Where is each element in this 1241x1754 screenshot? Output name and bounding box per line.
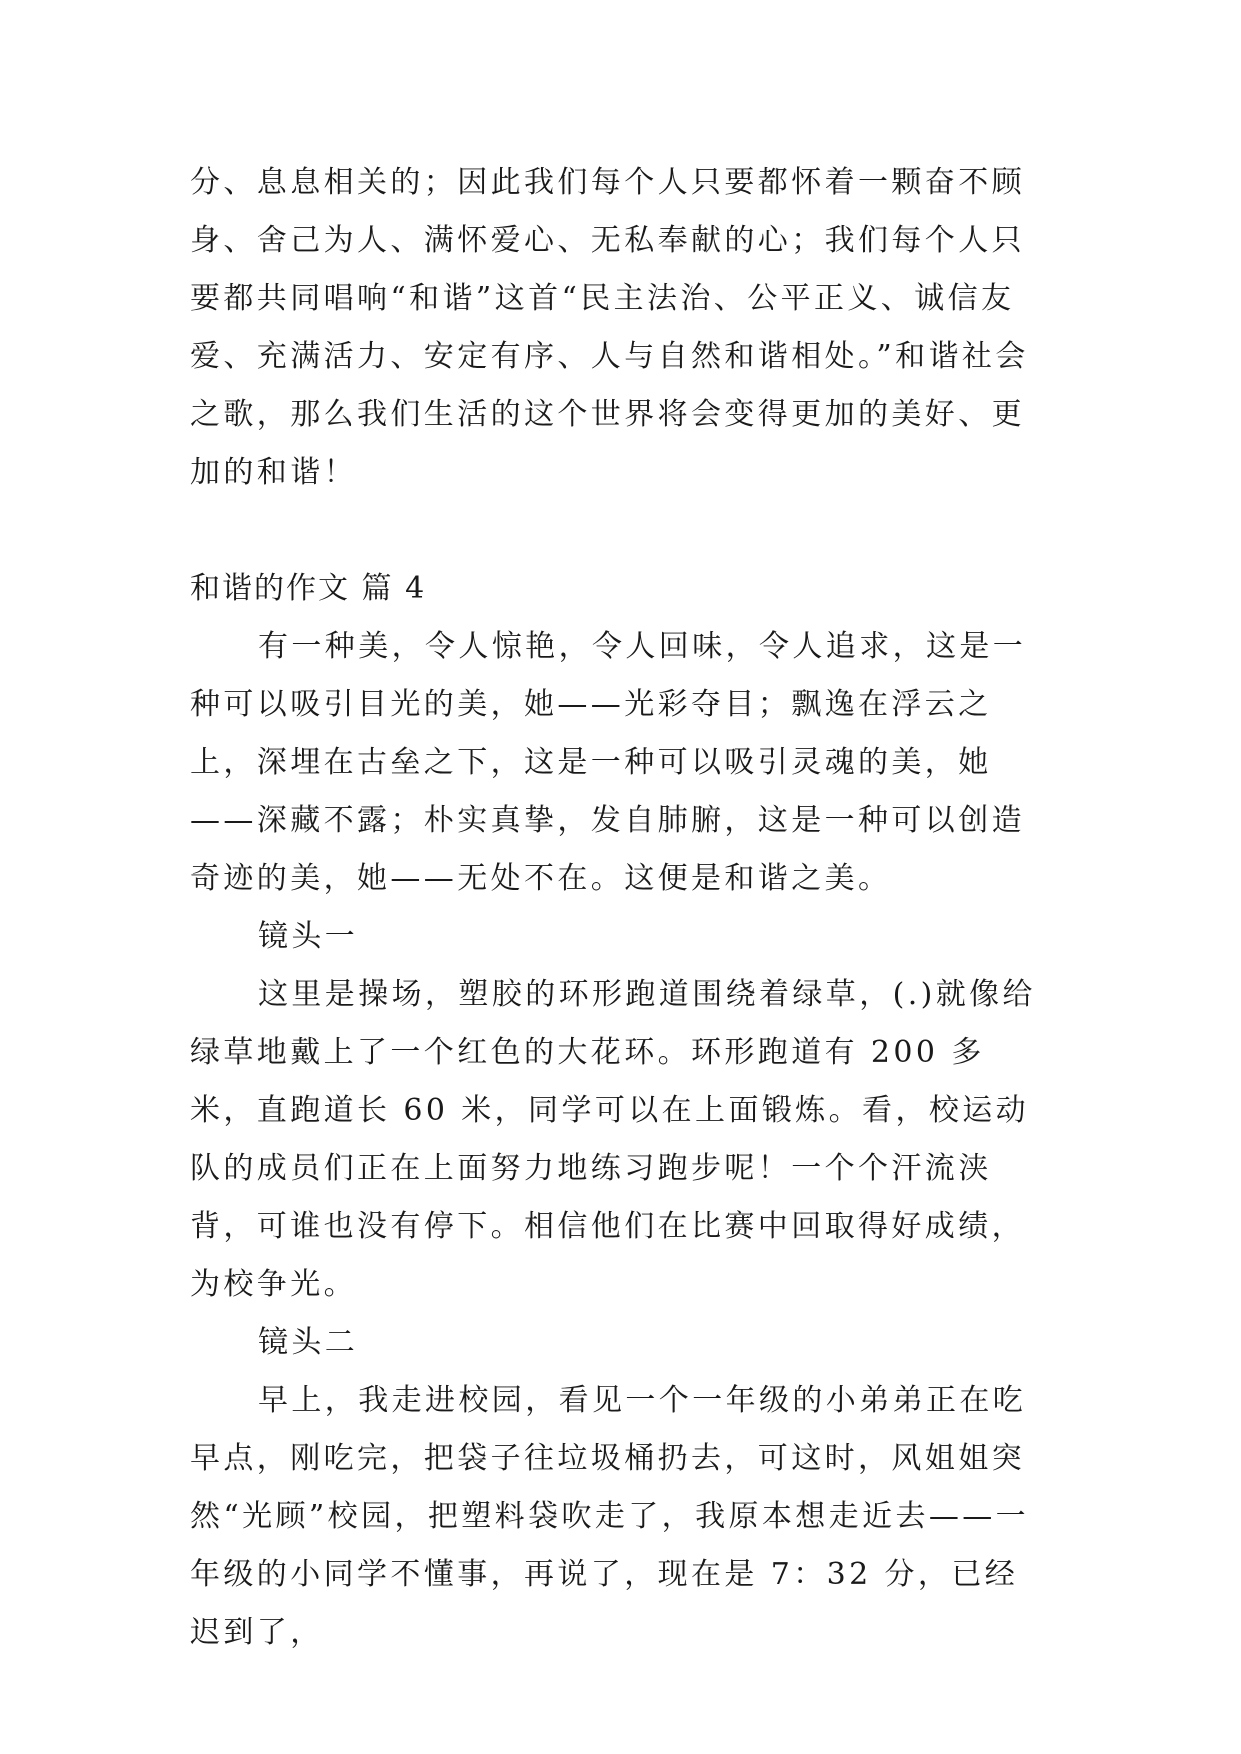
- paragraph-continued: 分、息息相关的；因此我们每个人只要都怀着一颗奋不顾身、舍己为人、满怀爱心、无私奉献的心；我们每个人只要都共同唱响“和谐”这首“民主法治、公平正义、诚信友爱、充满活力、安定有序、人与自然和谐相处。”和谐社会之歌，那么我们生活的这个世界将会变得更加的美好、更加的和谐！: [190, 165, 1029, 490]
- scene-one-text: 这里是操场，塑胶的环形跑道围绕着绿草，(.)就像给绿草地戴上了一个红色的大花环。环形跑道有 200 多米，直跑道长 60 米，同学可以在上面锻炼。看，校运动队的成员们正在上面努力地练习跑步呢！一个个汗流浃背，可谁也没有停下。相信他们在比赛中回取得好成绩，为校争光。: [190, 977, 1036, 1302]
- scene-two-title: 镜头二: [258, 1325, 359, 1360]
- paragraph-intro: 有一种美，令人惊艳，令人回味，令人追求，这是一种可以吸引目光的美，她——光彩夺目；飘逸在浮云之上，深埋在古垒之下，这是一种可以吸引灵魂的美，她——深藏不露；朴实真挚，发自肺腑，这是一种可以创造奇迹的美，她——无处不在。这便是和谐之美。: [190, 629, 1027, 896]
- document-body: [190, 154, 1050, 1662]
- scene-two-text: 早上，我走进校园，看见一个一年级的小弟弟正在吃早点，刚吃完，把袋子往垃圾桶扔去，可这时，风姐姐突然“光顾”校园，把塑料袋吹走了，我原本想走近去——一年级的小同学不懂事，再说了，现在是 7：32 分，已经迟到了，: [190, 1383, 1030, 1650]
- section-heading: 和谐的作文 篇 4: [190, 571, 427, 606]
- scene-one-title: 镜头一: [258, 919, 359, 954]
